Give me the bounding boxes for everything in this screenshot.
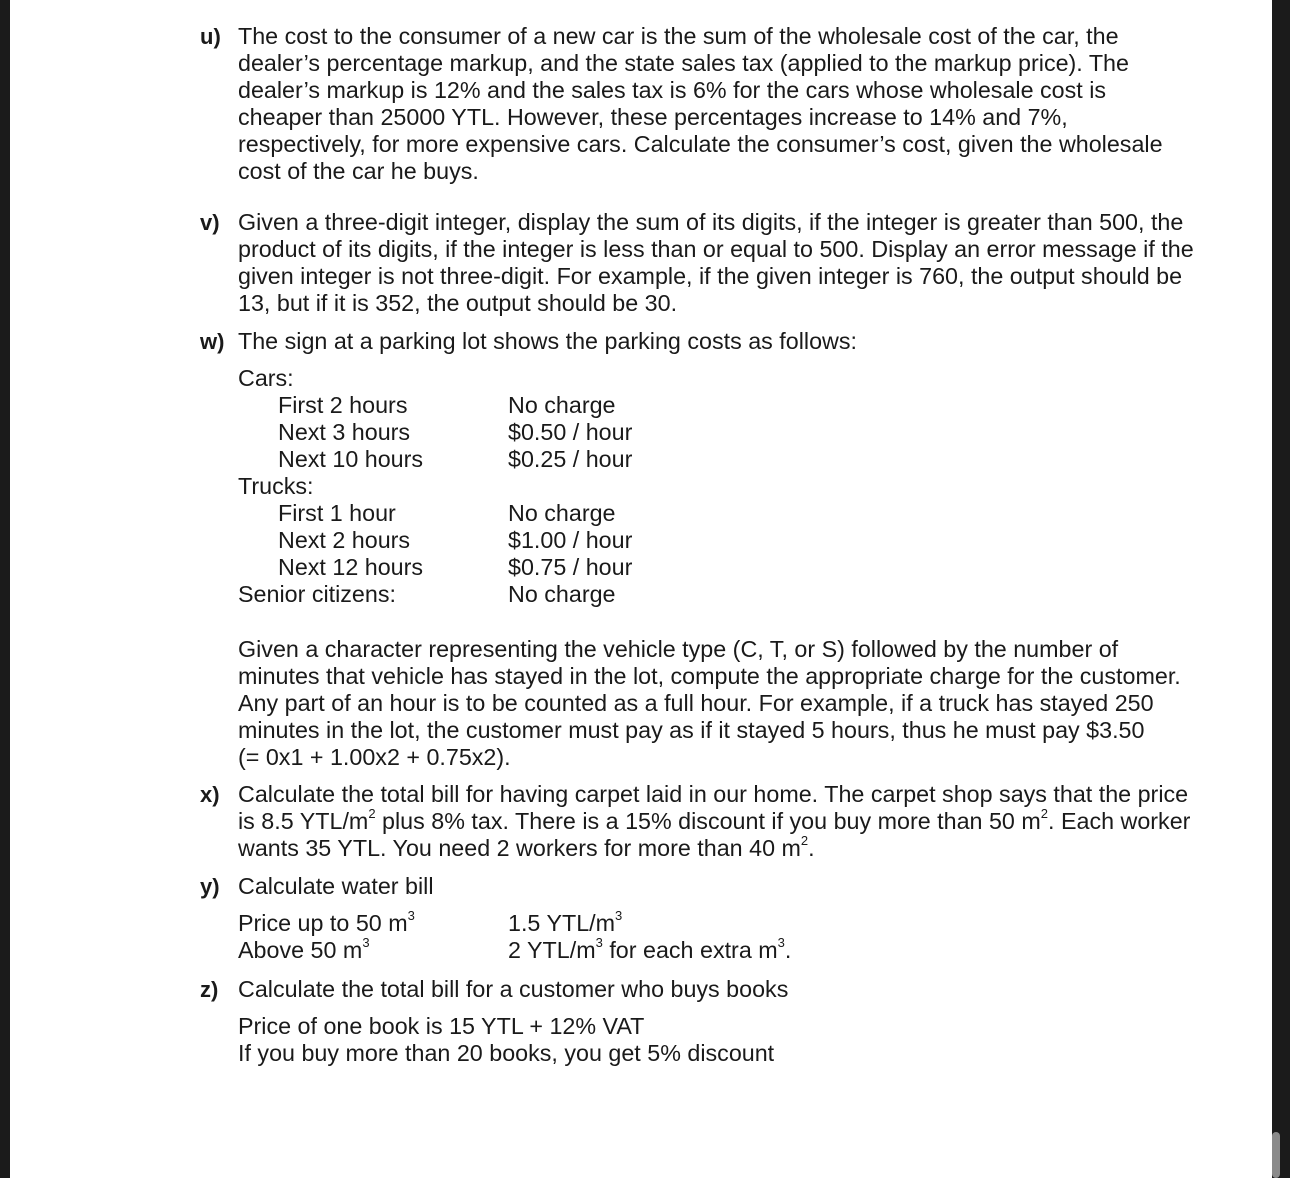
text-line: respectively, for more expensive cars. Calculate the consumer’s cost, given the wholesale [238, 131, 1163, 157]
text-line: Given a three-digit integer, display the sum of its digits, if the integer is greater than 500, the [238, 209, 1184, 235]
text-line: dealer’s markup is 12% and the sales tax is 6% for the cars whose wholesale cost is [238, 77, 1107, 103]
item-intro [238, 328, 1202, 355]
rate-value: $1.00 / hour [508, 527, 633, 553]
text-line: minutes that vehicle has stayed in the lot, compute the appropriate charge for the customer. [238, 663, 1181, 689]
text-line: is 8.5 YTL/$m^2$ plus 8% tax. There is a 15% discount if you buy more than 50 $m^2$. Each worker [238, 806, 1191, 834]
rate-value: No charge [508, 581, 616, 607]
rate-value: $0.50 / hour [508, 419, 633, 445]
rate-value: $0.75 / hour [508, 554, 633, 580]
item-text [238, 781, 1202, 862]
cars-heading: Cars: [238, 365, 294, 391]
rate-period: Next 12 hours [278, 554, 424, 580]
text-line: wants 35 YTL. You need 2 workers for more than 40 $m^2$. [238, 833, 815, 861]
rate-period: Next 2 hours [278, 527, 411, 553]
item-label: y) [200, 874, 220, 899]
text-line: Calculate water bill [238, 873, 434, 899]
text-line: Given a character representing the vehicle type (C, T, or S) followed by the number of [238, 636, 1119, 662]
text-line: The cost to the consumer of a new car is the sum of the wholesale cost of the car, the [238, 23, 1119, 49]
seniors-heading: Senior citizens: [238, 581, 396, 607]
rate-period: Above 50 $m^3$ [238, 935, 370, 963]
item-label: x) [200, 782, 220, 807]
item-text [238, 1013, 1202, 1067]
item-label: w) [200, 329, 225, 354]
rate-value: 1.5 YTL/$m^3$ [508, 908, 623, 936]
text-line: If you buy more than 20 books, you get 5% discount [238, 1040, 775, 1066]
item-label: u) [200, 24, 221, 49]
item-label: z) [200, 977, 219, 1002]
item-text [238, 23, 1202, 185]
text-line: Calculate the total bill for a customer who buys books [238, 976, 789, 1002]
item-intro [238, 873, 1202, 900]
text-line: cost of the car he buys. [238, 158, 479, 184]
text-line: Calculate the total bill for having carpet laid in our home. The carpet shop says that the price [238, 781, 1189, 807]
scrollbar-thumb[interactable] [1272, 1132, 1280, 1178]
rate-value: $0.25 / hour [508, 446, 633, 472]
item-label: v) [200, 210, 220, 235]
rate-period: Next 3 hours [278, 419, 411, 445]
rate-period: First 1 hour [278, 500, 396, 526]
text-line: given integer is not three-digit. For example, if the given integer is 760, the output should be [238, 263, 1183, 289]
item-text [238, 209, 1202, 317]
text-line: product of its digits, if the integer is less than or equal to 500. Display an error message if the [238, 236, 1194, 262]
text-line: 13, but if it is 352, the output should be 30. [238, 290, 678, 316]
rate-value: No charge [508, 392, 616, 418]
text-line: (= 0x1 + 1.00x2 + 0.75x2). [238, 744, 511, 770]
document-page [10, 0, 1272, 1178]
text-line: Any part of an hour is to be counted as a full hour. For example, if a truck has stayed 250 [238, 690, 1154, 716]
item-intro [238, 976, 1202, 1003]
item-text [238, 636, 1202, 771]
rate-period: Next 10 hours [278, 446, 424, 472]
text-line: cheaper than 25000 YTL. However, these percentages increase to 14% and 7%, [238, 104, 1068, 130]
text-line: dealer’s percentage markup, and the state sales tax (applied to the markup price). The [238, 50, 1129, 76]
rate-period: First 2 hours [278, 392, 408, 418]
trucks-heading: Trucks: [238, 473, 314, 499]
rate-period: Price up to 50 $m^3$ [238, 908, 415, 936]
rate-value: No charge [508, 500, 616, 526]
text-line: minutes in the lot, the customer must pay as if it stayed 5 hours, thus he must pay $3.50 [238, 717, 1145, 743]
rate-value: 2 YTL/$m^3$ for each extra $m^3$. [508, 935, 792, 963]
text-line: Price of one book is 15 YTL + 12% VAT [238, 1013, 645, 1039]
text-line: The sign at a parking lot shows the parking costs as follows: [238, 328, 857, 354]
